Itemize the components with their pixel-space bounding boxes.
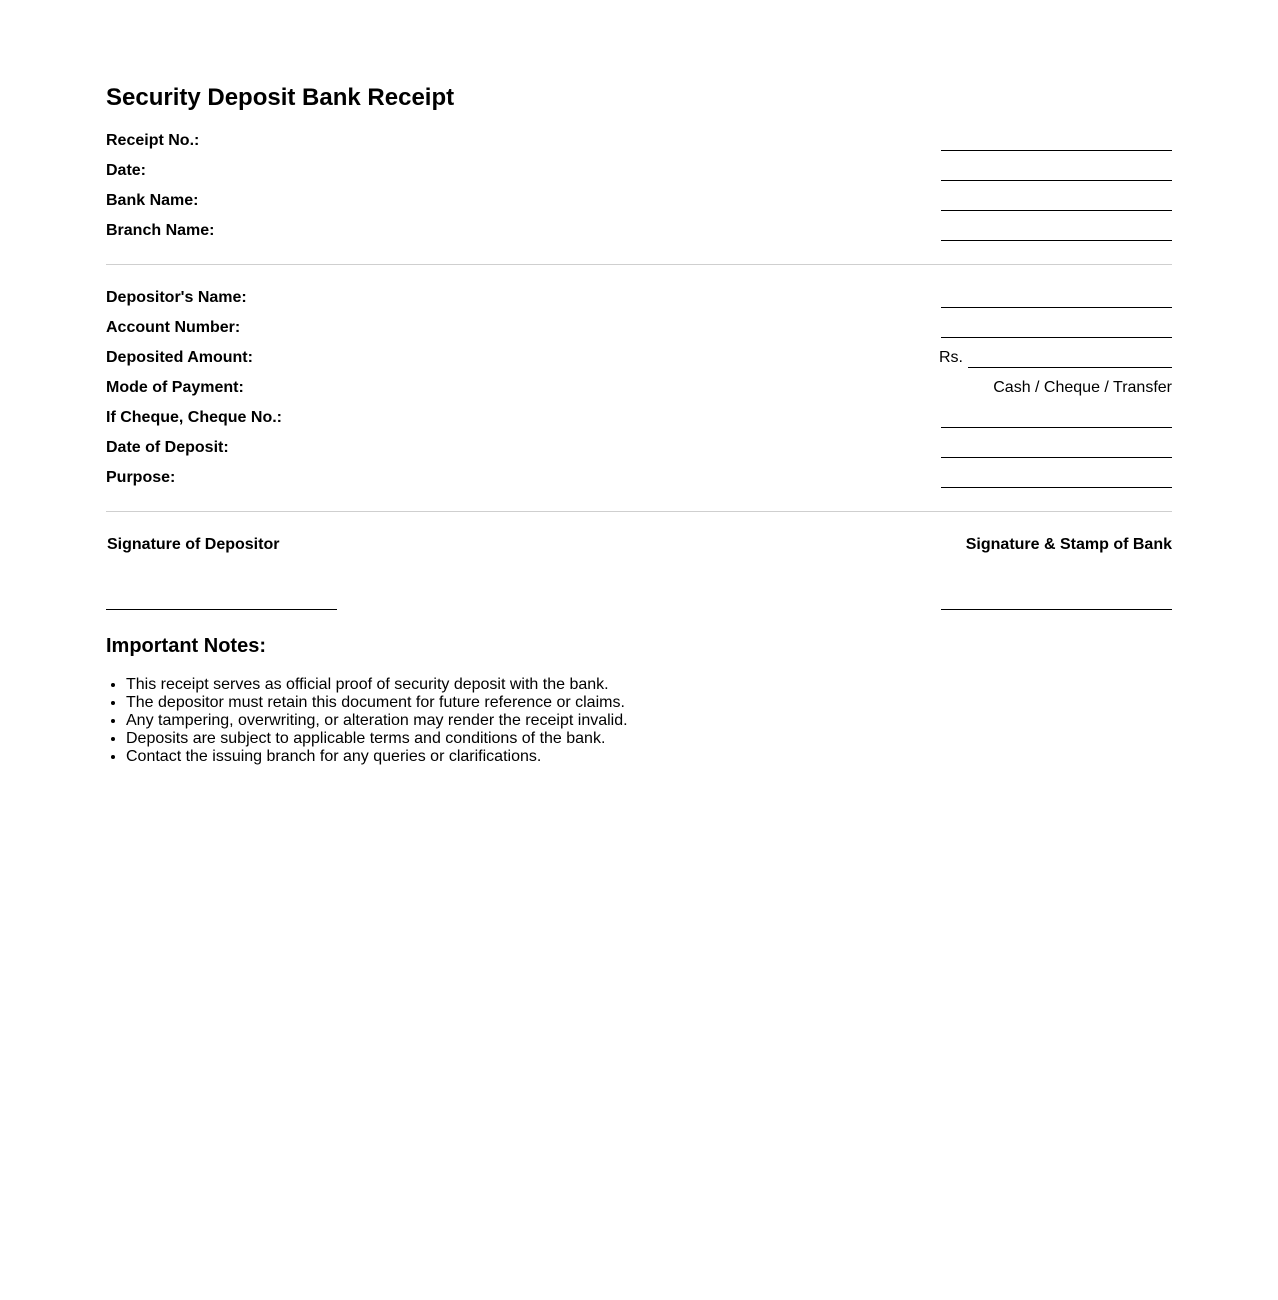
cheque-no-blank [941, 427, 1172, 428]
bank-details-section [106, 131, 1172, 251]
branch-name-blank [941, 240, 1172, 241]
date-row [106, 161, 1172, 191]
list-item: • The depositor must retain this document for future reference or claims. [126, 694, 628, 712]
list-item: • Any tampering, overwriting, or alteration may render the receipt invalid. [126, 712, 628, 730]
mode-of-payment-label: Mode of Payment: [106, 379, 244, 396]
date-of-deposit-row [106, 438, 1172, 468]
date-blank [941, 180, 1172, 181]
date-label: Date: [106, 162, 147, 179]
bank-name-row [106, 191, 1172, 221]
depositor-name-row [106, 288, 1172, 318]
depositor-signature-line [106, 609, 337, 610]
bank-name-blank [941, 210, 1172, 211]
deposited-amount-label: Deposited Amount: [106, 349, 253, 366]
mode-of-payment-row [106, 378, 1172, 408]
depositor-name-label: Depositor's Name: [106, 289, 247, 306]
list-item: • Contact the issuing branch for any queries or clarifications. [126, 748, 628, 766]
section-divider [106, 264, 1172, 265]
account-number-row [106, 318, 1172, 348]
bank-signature-label: Signature & Stamp of Bank [965, 536, 1172, 553]
notes-heading: Important Notes: [106, 635, 266, 657]
receipt-no-row [106, 131, 1172, 161]
list-item: • Deposits are subject to applicable terms and conditions of the bank. [126, 730, 628, 748]
cheque-no-row [106, 408, 1172, 438]
bank-name-label: Bank Name: [106, 192, 199, 209]
branch-name-label: Branch Name: [106, 222, 215, 239]
cheque-no-label: If Cheque, Cheque No.: [106, 409, 282, 426]
bank-signature-line [941, 609, 1172, 610]
deposit-details-section [106, 288, 1172, 498]
receipt-no-blank [941, 150, 1172, 151]
section-divider [106, 511, 1172, 512]
deposited-amount-blank [968, 367, 1172, 368]
account-number-label: Account Number: [106, 319, 241, 336]
branch-name-row [106, 221, 1172, 251]
depositor-name-blank [941, 307, 1172, 308]
depositor-signature-label: Signature of Depositor [107, 536, 280, 553]
receipt-no-label: Receipt No.: [106, 132, 200, 149]
page-title: Security Deposit Bank Receipt [106, 84, 455, 111]
notes-list [106, 676, 628, 766]
purpose-row [106, 468, 1172, 498]
account-number-blank [941, 337, 1172, 338]
date-of-deposit-label: Date of Deposit: [106, 439, 229, 456]
purpose-label: Purpose: [106, 469, 176, 486]
purpose-blank [941, 487, 1172, 488]
currency-prefix: Rs. [939, 349, 963, 366]
list-item: • This receipt serves as official proof of security deposit with the bank. [126, 676, 628, 694]
deposited-amount-row [106, 348, 1172, 378]
date-of-deposit-blank [941, 457, 1172, 458]
mode-of-payment-options: Cash / Cheque / Transfer [993, 379, 1172, 396]
